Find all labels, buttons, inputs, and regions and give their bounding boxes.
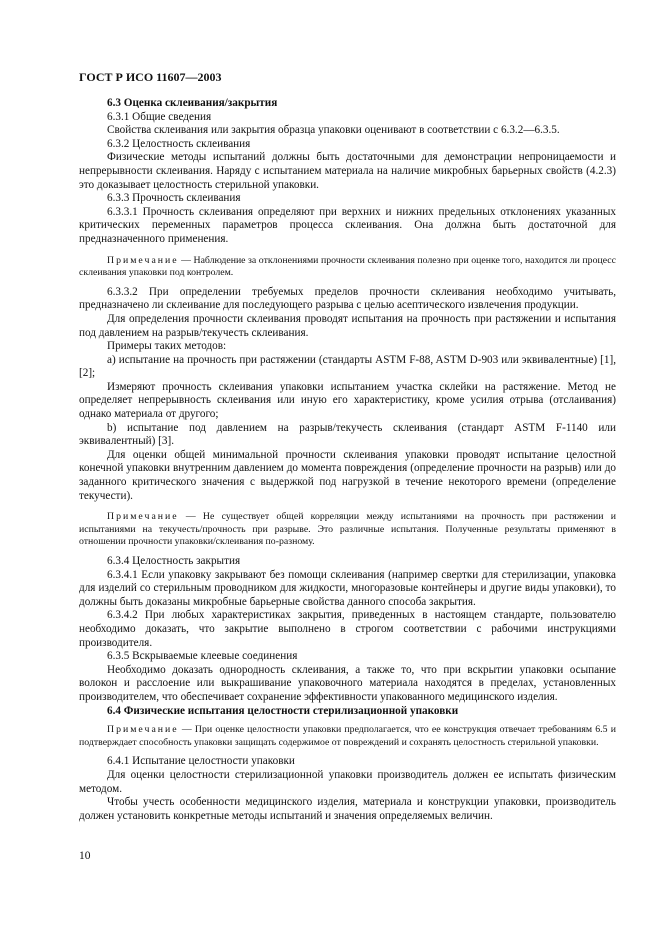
subsection-heading: 6.3.2 Целостность склеивания: [107, 137, 251, 150]
paragraph: Для оценки целостности стерилизационной упаковки производитель должен ее испытать физическим методом.: [79, 768, 616, 795]
paragraph: 6.3.4.1 Если упаковку закрывают без помощи склеивания (например свертки для стерилизации, упаковка для изделий со стерильным проводником для жидкости, многоразовые контейнеры и другие виды упаковки), то должны быть доказаны микробные барьерные свойства данного способа закрытия.: [79, 568, 616, 608]
note-text: — Наблюдение за отклонениями прочности склеивания полезно при оценке того, находится ли процесс склеивания упаковки под контролем.: [79, 254, 616, 279]
paragraph: 6.3.3.1 Прочность склеивания определяют при верхних и нижних предельных отклонениях указанных критических переменных параметров процесса склеивания. Она должна быть достаточной для предназначенного применения.: [79, 205, 616, 245]
subsection-heading: 6.3.3 Прочность склеивания: [107, 192, 241, 205]
note: [79, 511, 616, 549]
page-number: 10: [79, 850, 91, 862]
list-item: а) испытание на прочность при растяжении (стандарты ASTM F-88, ASTM D-903 или эквивалентные) [1], [2];: [79, 353, 616, 380]
section-heading-6-4: 6.4 Физические испытания целостности стерилизационной упаковки: [107, 704, 459, 717]
paragraph: Измеряют прочность склеивания упаковки испытанием участка склейки на растяжение. Метод не определяет непрерывность склеивания или иную его характеристику, кроме усилия отрыва (отслаивания) однако материала от другого;: [79, 380, 616, 421]
paragraph: Необходимо доказать однородность склеивания, а также то, что при вскрытии упаковки осыпание волокон и расслоение или выкрашивание упаковочного материала находятся в пределах, установленных производителем, что обеспечивает сохранение эффективности упакованного медицинского изделия.: [79, 663, 616, 703]
subsection-heading: 6.3.5 Вскрываемые клеевые соединения: [107, 650, 298, 663]
paragraph: Для оценки общей минимальной прочности склеивания упаковки проводят испытание целостной конечной упаковки внутренним давлением до момента повреждения (определение прочности на разрыв) или до заданного критического значения с выдержкой под нагрузкой в течение некоторого времени (определение текучести).: [79, 448, 616, 502]
subsection-heading: 6.4.1 Испытание целостности упаковки: [107, 755, 295, 768]
note: [79, 724, 616, 749]
document-body: [79, 97, 616, 823]
paragraph: Физические методы испытаний должны быть достаточными для демонстрации непроницаемости и непрерывности склеивания. Наряду с испытанием материала на наличие микробных барьерных свойств (4.2.3) это доказывает целостность стерильной упаковки.: [79, 151, 616, 191]
subsection-heading: 6.3.1 Общие сведения: [107, 110, 212, 123]
note-text: — При оценке целостности упаковки предполагается, что ее конструкция отвечает требованиям 6.5 и подтверждает способность упаковки защищать содержимое от повреждений и сохранять целостность стерильной упаковки.: [79, 724, 616, 748]
document-header: ГОСТ Р ИСО 11607—2003: [79, 70, 222, 84]
note-label: Примечание: [107, 724, 179, 736]
section-heading-6-3: 6.3 Оценка склеивания/закрытия: [107, 97, 278, 109]
paragraph: Чтобы учесть особенности медицинского изделия, материала и конструкции упаковки, производитель должен установить конкретные методы испытаний и значения определяемых величин.: [79, 796, 616, 822]
paragraph: Для определения прочности склеивания проводят испытания на прочность при растяжении и испытания под давлением на разрыв/текучесть склеивания.: [79, 312, 616, 339]
note-label: Примечание: [107, 254, 179, 266]
paragraph: 6.3.4.2 При любых характеристиках закрытия, приведенных в настоящем стандарте, пользователю необходимо доказать, что закрытие выполнено в строгом соответствии с рабочими инструкциями производителя.: [79, 609, 616, 649]
note-label: Примечание: [107, 511, 179, 523]
paragraph: 6.3.3.2 При определении требуемых пределов прочности склеивания необходимо учитывать, предназначено ли склеивание для последующего разрыва с целью асептического извлечения продукции.: [79, 285, 616, 312]
note-text: — Не существует общей корреляции между испытаниями на прочность при растяжении и испытаниями на текучесть/прочность при разрыве. Это различные испытания. Полученные результаты применяют в отношении прочности упаковки/склеивания по-разному.: [79, 511, 616, 548]
subsection-heading: 6.3.4 Целостность закрытия: [107, 555, 241, 567]
paragraph: Примеры таких методов:: [107, 340, 227, 353]
list-item: b) испытание под давлением на разрыв/текучесть склеивания (стандарт ASTM F-1140 или эквивалентный) [3].: [79, 421, 616, 448]
note: [79, 255, 616, 280]
paragraph: Свойства склеивания или закрытия образца упаковки оценивают в соответствии с 6.3.2—6.3.5.: [107, 124, 560, 137]
